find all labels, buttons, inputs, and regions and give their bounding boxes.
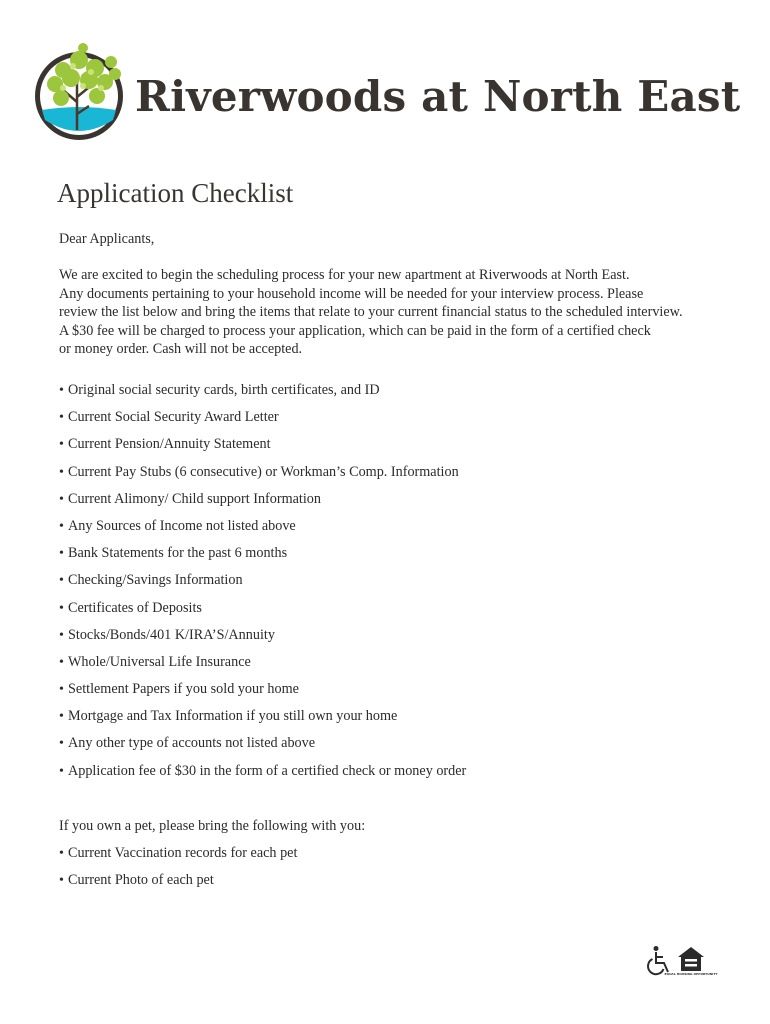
page-title: Application Checklist [57, 178, 294, 208]
list-item: • Whole/Universal Life Insurance [59, 652, 466, 679]
list-item: • Certificates of Deposits [59, 598, 466, 625]
list-item: • Application fee of $30 in the form of a certified check or money order [59, 761, 466, 788]
bullet-icon: • [59, 682, 64, 698]
bullet-icon: • [59, 600, 64, 616]
intro-line: A $30 fee will be charged to process your application, which can be paid in the form of a certified check [59, 322, 651, 339]
bullet-icon: • [59, 491, 64, 507]
bullet-icon: • [59, 437, 64, 453]
bullet-icon: • [59, 573, 64, 589]
list-item: • Original social security cards, birth certificates, and ID [59, 380, 466, 407]
intro-paragraph [59, 266, 739, 359]
footer-icons [646, 945, 718, 979]
list-item: • Current Vaccination records for each pet [59, 843, 297, 870]
list-item: • Stocks/Bonds/401 K/IRA’S/Annuity [59, 625, 466, 652]
list-item: • Mortgage and Tax Information if you still own your home [59, 706, 466, 733]
document-checklist [59, 380, 466, 788]
list-item: • Any other type of accounts not listed above [59, 733, 466, 760]
list-item: • Current Pay Stubs (6 consecutive) or Workman’s Comp. Information [59, 462, 466, 489]
pet-checklist [59, 843, 297, 897]
header [33, 42, 753, 152]
bullet-icon: • [59, 654, 64, 670]
bullet-icon: • [59, 736, 64, 752]
intro-line: We are excited to begin the scheduling process for your new apartment at Riverwoods at North East. [59, 267, 630, 283]
list-item: • Settlement Papers if you sold your home [59, 679, 466, 706]
equal-housing-icon [664, 947, 718, 976]
brand-name: Riverwoods at North East [135, 72, 741, 121]
bullet-icon: • [59, 464, 64, 480]
list-item: • Bank Statements for the past 6 months [59, 543, 466, 570]
list-item: • Checking/Savings Information [59, 570, 466, 597]
list-item: • Current Pension/Annuity Statement [59, 434, 466, 461]
bullet-icon: • [59, 709, 64, 725]
bullet-icon: • [59, 546, 64, 562]
equal-housing-text: EQUAL HOUSING OPPORTUNITY [664, 972, 718, 976]
bullet-icon: • [59, 410, 64, 426]
list-item: • Current Photo of each pet [59, 870, 297, 897]
bullet-icon: • [59, 763, 64, 779]
list-item: • Any Sources of Income not listed above [59, 516, 466, 543]
bullet-icon: • [59, 846, 64, 861]
intro-line: or money order. Cash will not be accepted. [59, 341, 303, 357]
pet-intro: If you own a pet, please bring the following with you: [59, 818, 366, 834]
bullet-icon: • [59, 518, 64, 534]
tree-logo-icon [33, 42, 129, 142]
bullet-icon: • [59, 383, 64, 398]
bullet-icon: • [59, 627, 64, 643]
intro-line: Any documents pertaining to your household income will be needed for your interview process. Please [59, 285, 644, 302]
wheelchair-icon [648, 946, 668, 974]
list-item: • Current Social Security Award Letter [59, 407, 466, 434]
intro-line: review the list below and bring the items that relate to your current financial status to the scheduled interview. [59, 304, 683, 320]
greeting: Dear Applicants, [59, 231, 155, 247]
list-item: • Current Alimony/ Child support Information [59, 489, 466, 516]
bullet-icon: • [59, 873, 64, 889]
